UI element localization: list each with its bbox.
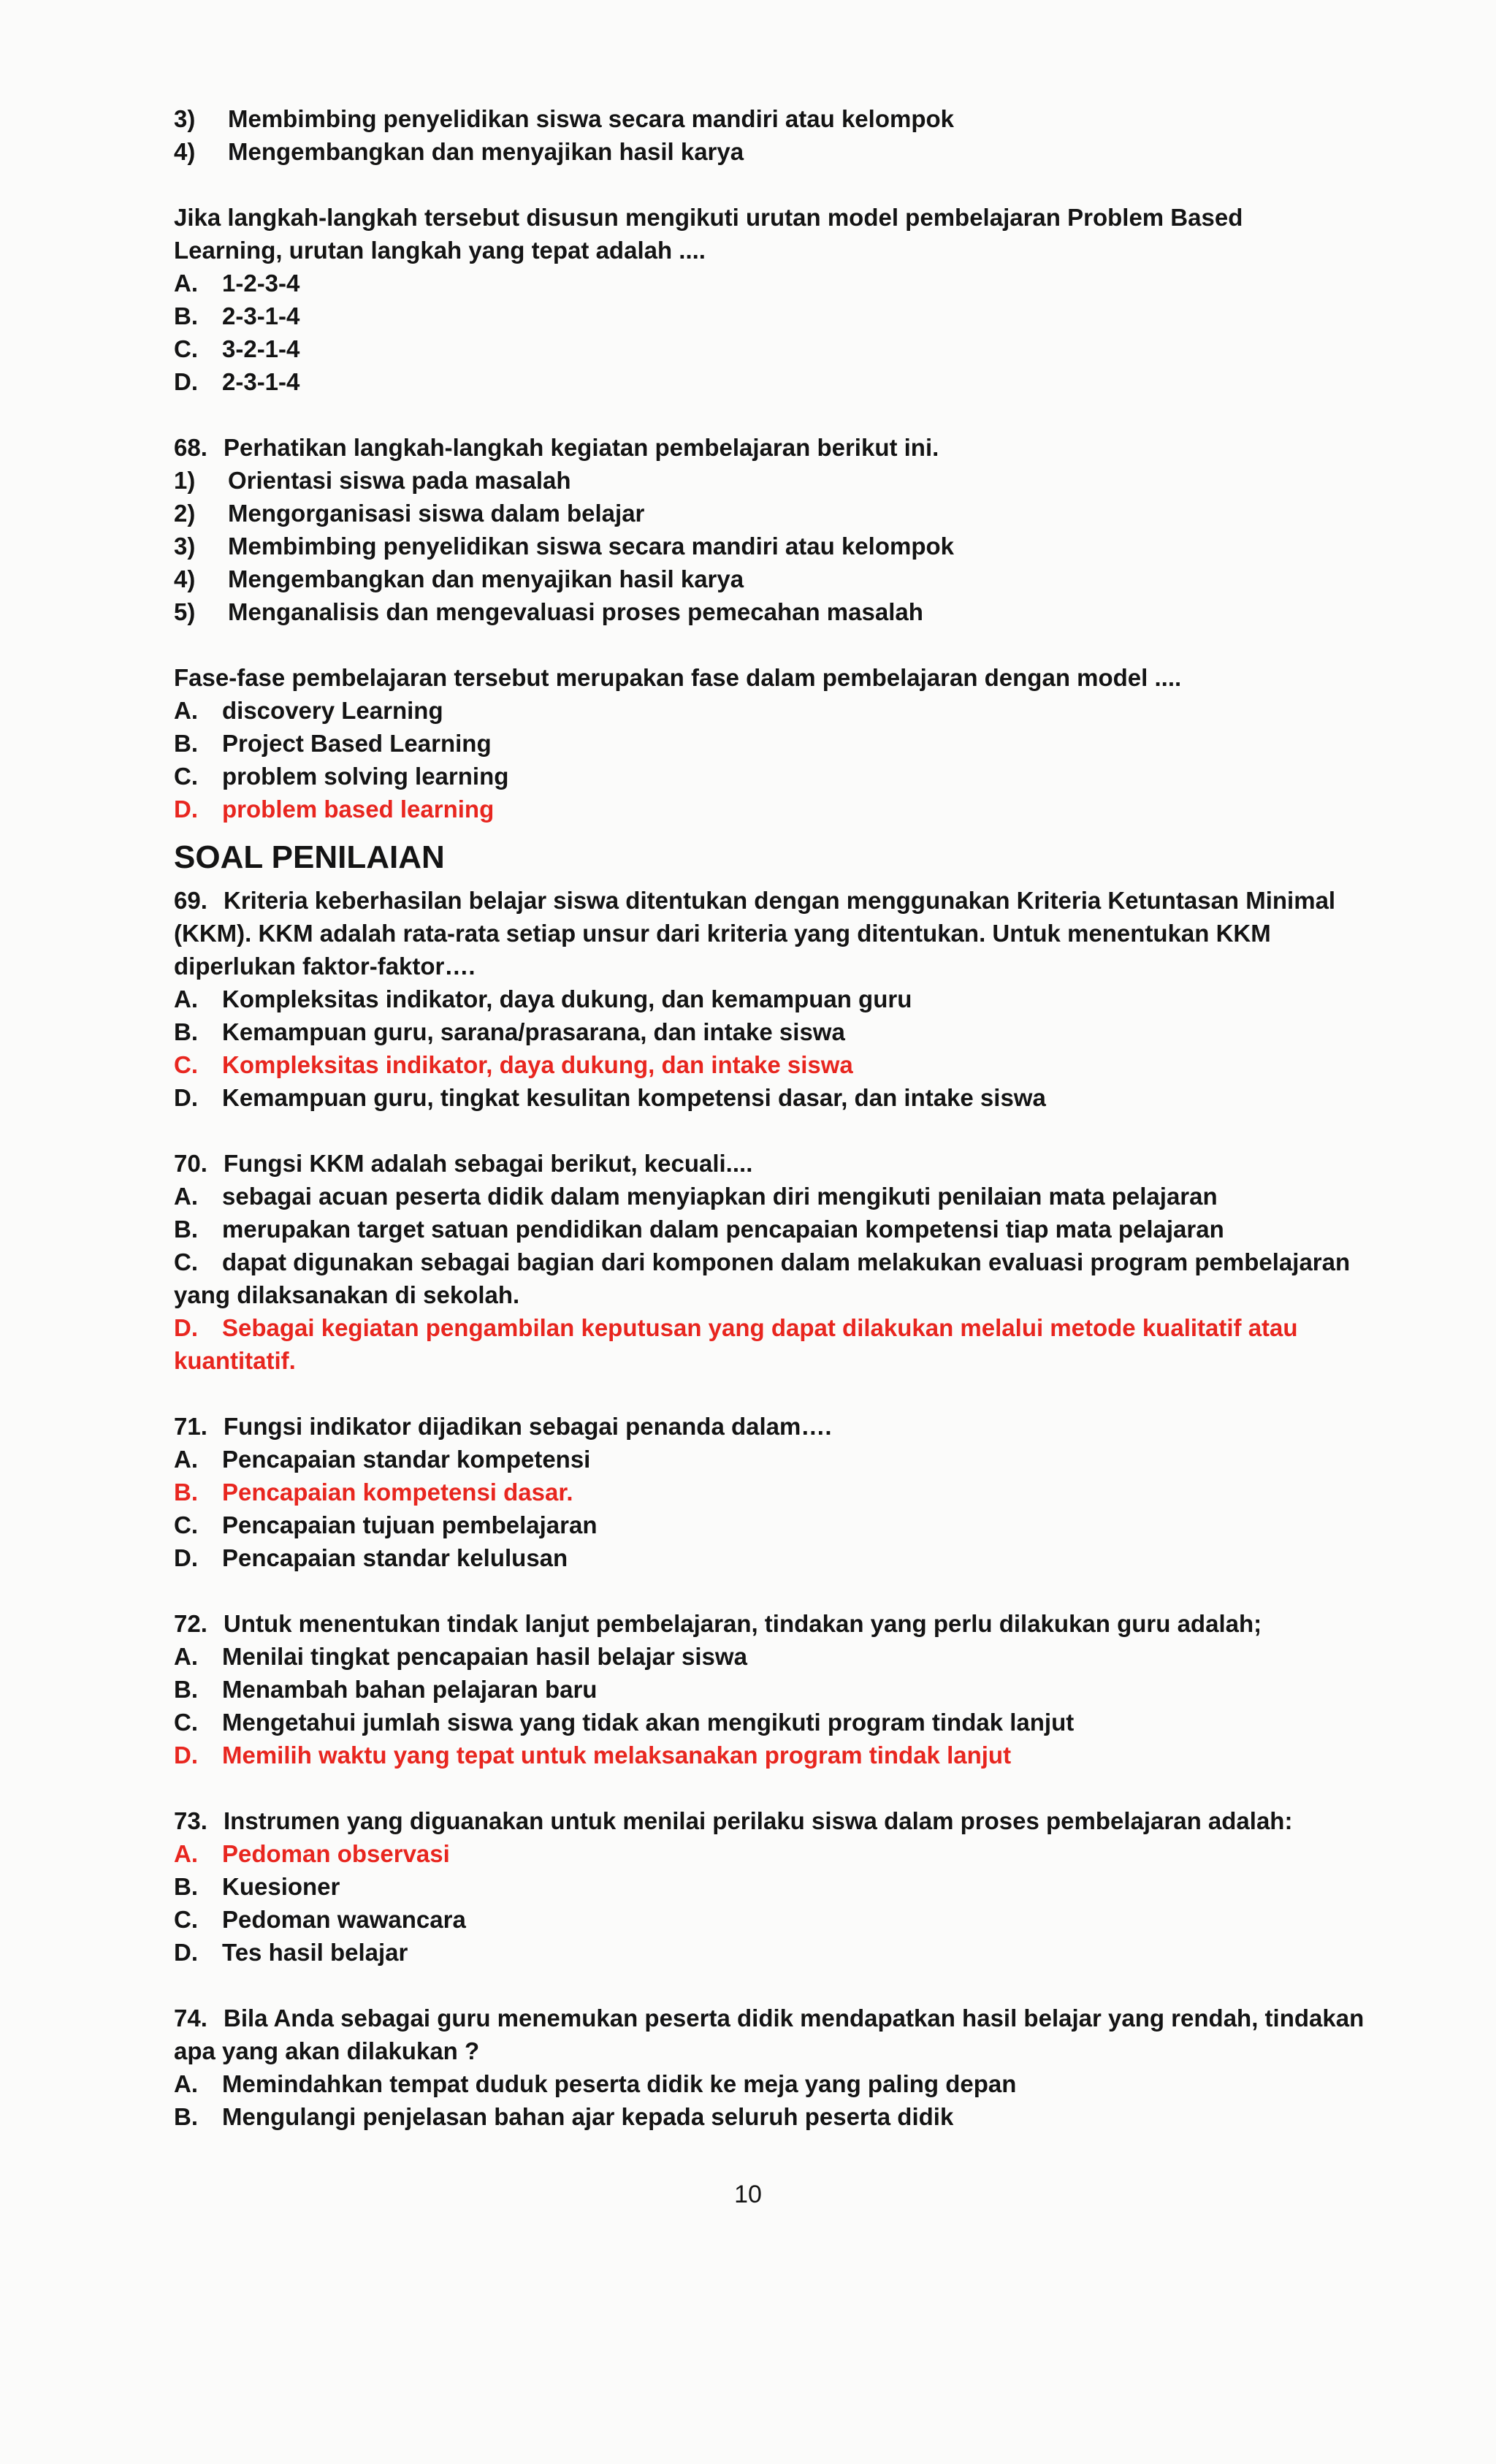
option-text: Memilih waktu yang tepat untuk melaksanakan program tindak lanjut bbox=[222, 1742, 1012, 1769]
option-c bbox=[174, 1246, 1357, 1278]
spacer bbox=[174, 1377, 1357, 1410]
item-number: 3) bbox=[174, 105, 196, 132]
option-text: Kuesioner bbox=[222, 1873, 340, 1900]
list-item bbox=[174, 464, 1357, 497]
list-item bbox=[174, 135, 1357, 168]
option-d bbox=[174, 1081, 1357, 1114]
option-letter: D. bbox=[174, 1314, 198, 1341]
option-letter: D. bbox=[174, 368, 198, 395]
option-d bbox=[174, 1541, 1357, 1574]
option-text: Pedoman observasi bbox=[222, 1840, 450, 1867]
option-text: Sebagai kegiatan pengambilan keputusan yang dapat dilakukan melalui metode kualitatif atau bbox=[222, 1314, 1298, 1341]
option-letter: D. bbox=[174, 796, 198, 823]
question-68 bbox=[174, 431, 1357, 464]
item-number: 4) bbox=[174, 138, 196, 165]
option-a bbox=[174, 1443, 1357, 1476]
option-a bbox=[174, 694, 1357, 727]
option-d-answer bbox=[174, 793, 1357, 825]
option-letter: B. bbox=[174, 1479, 198, 1506]
question-followup: Fase-fase pembelajaran tersebut merupakan fase dalam pembelajaran dengan model .... bbox=[174, 664, 1182, 691]
question-74 bbox=[174, 2002, 1365, 2034]
option-d bbox=[174, 1936, 1357, 1969]
list-item bbox=[174, 497, 1357, 530]
question-69 bbox=[174, 884, 1357, 917]
option-c-answer bbox=[174, 1048, 1357, 1081]
option-letter: A. bbox=[174, 985, 198, 1012]
question-stem: Untuk menentukan tindak lanjut pembelajaran, tindakan yang perlu dilakukan guru adalah; bbox=[224, 1610, 1262, 1637]
option-text: problem solving learning bbox=[222, 763, 509, 790]
option-text: Pencapaian standar kelulusan bbox=[222, 1544, 568, 1571]
option-b bbox=[174, 300, 1357, 332]
spacer bbox=[174, 1969, 1357, 2002]
option-text: discovery Learning bbox=[222, 697, 443, 724]
option-text: Tes hasil belajar bbox=[222, 1939, 408, 1966]
option-letter: A. bbox=[174, 270, 198, 297]
option-letter: C. bbox=[174, 1511, 198, 1538]
option-a-answer bbox=[174, 1837, 1357, 1870]
option-b bbox=[174, 1015, 1357, 1048]
option-b bbox=[174, 1673, 1357, 1706]
option-letter: A. bbox=[174, 1183, 198, 1210]
option-c bbox=[174, 1706, 1357, 1739]
option-c bbox=[174, 332, 1357, 365]
question-stem: Kriteria keberhasilan belajar siswa ditentukan dengan menggunakan Kriteria Ketuntasan Minimal bbox=[224, 887, 1336, 914]
option-d-answer bbox=[174, 1739, 1357, 1771]
option-text: dapat digunakan sebagai bagian dari komponen dalam melakukan evaluasi program pembelajaran bbox=[222, 1248, 1351, 1275]
option-letter: B. bbox=[174, 1873, 198, 1900]
option-letter: A. bbox=[174, 1446, 198, 1473]
item-number: 1) bbox=[174, 467, 196, 494]
question-number: 70. bbox=[174, 1150, 207, 1177]
question-stem: Bila Anda sebagai guru menemukan peserta didik mendapatkan hasil belajar yang rendah, tindakan bbox=[224, 2005, 1365, 2032]
option-text: Project Based Learning bbox=[222, 730, 492, 757]
option-text: Kemampuan guru, tingkat kesulitan kompetensi dasar, dan intake siswa bbox=[222, 1084, 1046, 1111]
option-text: 1-2-3-4 bbox=[222, 270, 300, 297]
option-letter: C. bbox=[174, 1906, 198, 1933]
option-letter: A. bbox=[174, 1643, 198, 1670]
item-number: 3) bbox=[174, 533, 196, 560]
option-letter: B. bbox=[174, 2103, 198, 2130]
question-72 bbox=[174, 1607, 1357, 1640]
question-number: 74. bbox=[174, 2005, 207, 2032]
option-c bbox=[174, 1508, 1357, 1541]
option-text: Pencapaian standar kompetensi bbox=[222, 1446, 591, 1473]
option-c-continued: yang dilaksanakan di sekolah. bbox=[174, 1281, 520, 1308]
option-letter: B. bbox=[174, 302, 198, 329]
question-number: 72. bbox=[174, 1610, 207, 1637]
spacer bbox=[174, 168, 1357, 201]
option-text: Mengulangi penjelasan bahan ajar kepada seluruh peserta didik bbox=[222, 2103, 954, 2130]
item-number: 5) bbox=[174, 598, 196, 625]
option-a bbox=[174, 1180, 1357, 1213]
option-letter: B. bbox=[174, 730, 198, 757]
question-stem: Fungsi KKM adalah sebagai berikut, kecuali.... bbox=[224, 1150, 753, 1177]
page-number: 10 bbox=[734, 2181, 762, 2208]
question-stem: Jika langkah-langkah tersebut disusun mengikuti urutan model pembelajaran Problem Based Learning, urutan langkah yang tepat adalah .... bbox=[174, 204, 1243, 264]
option-b bbox=[174, 2100, 1357, 2133]
option-b bbox=[174, 1213, 1357, 1246]
question-70 bbox=[174, 1147, 1357, 1180]
item-text: Orientasi siswa pada masalah bbox=[228, 467, 571, 494]
question-73 bbox=[174, 1804, 1357, 1837]
list-item bbox=[174, 562, 1357, 595]
item-number: 4) bbox=[174, 565, 196, 592]
option-text: merupakan target satuan pendidikan dalam pencapaian kompetensi tiap mata pelajaran bbox=[222, 1216, 1224, 1243]
option-d-answer bbox=[174, 1311, 1357, 1344]
item-text: Menganalisis dan mengevaluasi proses pemecahan masalah bbox=[228, 598, 923, 625]
option-letter: C. bbox=[174, 1709, 198, 1736]
option-letter: C. bbox=[174, 763, 198, 790]
section-title: SOAL PENILAIAN bbox=[174, 839, 445, 875]
option-letter: B. bbox=[174, 1216, 198, 1243]
list-item bbox=[174, 102, 1357, 135]
option-letter: D. bbox=[174, 1939, 198, 1966]
option-letter: B. bbox=[174, 1676, 198, 1703]
option-letter: B. bbox=[174, 1018, 198, 1045]
question-stem: Fungsi indikator dijadikan sebagai penanda dalam…. bbox=[224, 1413, 832, 1440]
option-b-answer bbox=[174, 1476, 1357, 1508]
question-stem: Perhatikan langkah-langkah kegiatan pembelajaran berikut ini. bbox=[224, 434, 939, 461]
option-text: Kompleksitas indikator, daya dukung, dan kemampuan guru bbox=[222, 985, 912, 1012]
option-text: Menambah bahan pelajaran baru bbox=[222, 1676, 598, 1703]
item-text: Membimbing penyelidikan siswa secara mandiri atau kelompok bbox=[228, 533, 954, 560]
question-number: 68. bbox=[174, 434, 207, 461]
option-text: 3-2-1-4 bbox=[222, 335, 300, 362]
option-letter: A. bbox=[174, 1840, 198, 1867]
option-text: Pedoman wawancara bbox=[222, 1906, 466, 1933]
spacer bbox=[174, 1574, 1357, 1607]
option-letter: A. bbox=[174, 697, 198, 724]
spacer bbox=[174, 1114, 1357, 1147]
item-text: Mengorganisasi siswa dalam belajar bbox=[228, 500, 645, 527]
item-text: Membimbing penyelidikan siswa secara mandiri atau kelompok bbox=[228, 105, 954, 132]
option-text: Pencapaian kompetensi dasar. bbox=[222, 1479, 573, 1506]
option-letter: C. bbox=[174, 335, 198, 362]
option-b bbox=[174, 1870, 1357, 1903]
option-b bbox=[174, 727, 1357, 760]
item-text: Mengembangkan dan menyajikan hasil karya bbox=[228, 138, 744, 165]
option-letter: A. bbox=[174, 2070, 198, 2097]
option-text: Kompleksitas indikator, daya dukung, dan intake siswa bbox=[222, 1051, 853, 1078]
option-text: Memindahkan tempat duduk peserta didik ke meja yang paling depan bbox=[222, 2070, 1017, 2097]
list-item bbox=[174, 530, 1357, 562]
option-text: Mengetahui jumlah siswa yang tidak akan mengikuti program tindak lanjut bbox=[222, 1709, 1075, 1736]
question-stem-continued: (KKM). KKM adalah rata-rata setiap unsur dari kriteria yang ditentukan. Untuk menentukan KKM diperlukan faktor-faktor…. bbox=[174, 920, 1271, 980]
option-a bbox=[174, 2067, 1357, 2100]
option-letter: D. bbox=[174, 1084, 198, 1111]
option-d bbox=[174, 365, 1357, 398]
question-71 bbox=[174, 1410, 1357, 1443]
option-text: sebagai acuan peserta didik dalam menyiapkan diri mengikuti penilaian mata pelajaran bbox=[222, 1183, 1218, 1210]
option-letter: C. bbox=[174, 1051, 198, 1078]
option-letter: C. bbox=[174, 1248, 198, 1275]
option-letter: D. bbox=[174, 1742, 198, 1769]
option-text: Pencapaian tujuan pembelajaran bbox=[222, 1511, 598, 1538]
question-stem-continued: apa yang akan dilakukan ? bbox=[174, 2037, 480, 2064]
option-letter: D. bbox=[174, 1544, 198, 1571]
option-c bbox=[174, 760, 1357, 793]
option-a bbox=[174, 267, 1357, 300]
spacer bbox=[174, 398, 1357, 431]
option-text: Menilai tingkat pencapaian hasil belajar siswa bbox=[222, 1643, 747, 1670]
item-text: Mengembangkan dan menyajikan hasil karya bbox=[228, 565, 744, 592]
question-number: 71. bbox=[174, 1413, 207, 1440]
item-number: 2) bbox=[174, 500, 196, 527]
spacer bbox=[174, 1771, 1357, 1804]
option-text: 2-3-1-4 bbox=[222, 302, 300, 329]
option-d-continued: kuantitatif. bbox=[174, 1347, 296, 1374]
spacer bbox=[174, 628, 1357, 661]
option-text: Kemampuan guru, sarana/prasarana, dan intake siswa bbox=[222, 1018, 845, 1045]
question-number: 73. bbox=[174, 1807, 207, 1834]
question-number: 69. bbox=[174, 887, 207, 914]
option-a bbox=[174, 983, 1357, 1015]
question-stem: Instrumen yang diguanakan untuk menilai perilaku siswa dalam proses pembelajaran adalah: bbox=[224, 1807, 1293, 1834]
option-c bbox=[174, 1903, 1357, 1936]
page-content bbox=[174, 102, 1365, 2133]
option-text: 2-3-1-4 bbox=[222, 368, 300, 395]
option-text: problem based learning bbox=[222, 796, 495, 823]
option-a bbox=[174, 1640, 1357, 1673]
list-item bbox=[174, 595, 1357, 628]
